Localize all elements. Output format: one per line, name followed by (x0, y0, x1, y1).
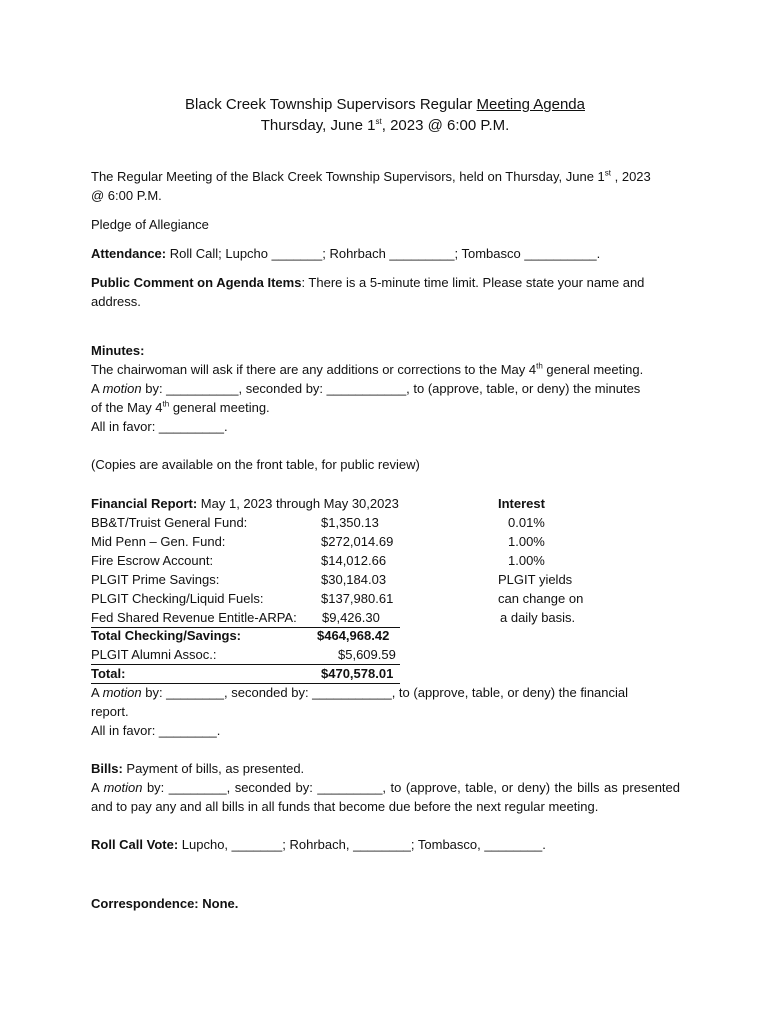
pledge-of-allegiance: Pledge of Allegiance (91, 217, 209, 232)
financial-row-amount: $272,014.69 (321, 534, 394, 549)
financial-motion: A motion by: ________, seconded by: ___________, to (approve, table, or deny) the financial (91, 685, 629, 700)
financial-row-interest: PLGIT yields (498, 572, 573, 587)
meeting-date: Thursday, June 1st, 2023 @ 6:00 P.M. (260, 117, 510, 134)
minutes-motion: A motion by: __________, seconded by: ___________, to (approve, table, or deny) the minutes (91, 381, 641, 396)
bills-heading: Bills: Payment of bills, as presented. (91, 761, 305, 776)
total-checking-savings-amount: $464,968.42 (317, 628, 390, 643)
total-amount: $470,578.01 (321, 666, 394, 681)
intro-line-1: The Regular Meeting of the Black Creek Township Supervisors, held on Thursday, June 1st , 2023 (91, 168, 651, 184)
financial-motion-cont: report. (91, 704, 129, 719)
financial-row-interest: 1.00% (508, 553, 545, 568)
financial-row-name: Fire Escrow Account: (91, 553, 214, 568)
total-row: Total: (91, 664, 400, 684)
total-checking-savings-label: Total Checking/Savings: (91, 628, 242, 643)
financial-row-name: BB&T/Truist General Fund: (91, 515, 248, 530)
minutes-copies-note: (Copies are available on the front table, for public review) (91, 457, 420, 472)
financial-row-interest: can change on (498, 591, 584, 606)
financial-report-heading: Financial Report: May 1, 2023 through May 30,2023 (91, 496, 399, 511)
financial-row-amount: $14,012.66 (321, 553, 387, 568)
financial-all-in-favor: All in favor: ________. (91, 723, 221, 738)
financial-row-interest: a daily basis. (500, 610, 576, 625)
financial-row-interest: 1.00% (508, 534, 545, 549)
bills-motion: A motion by: ________, seconded by: _________, to (approve, table, or deny) the bills as presented and to pay any and all bills in all funds that become due before the next regular meeting. (91, 780, 680, 814)
attendance: Attendance: Roll Call; Lupcho _______; Rohrbach _________; Tombasco __________. (91, 246, 601, 261)
financial-row-name: Fed Shared Revenue Entitle-ARPA: (91, 608, 400, 628)
alumni-row: PLGIT Alumni Assoc.: (91, 645, 400, 665)
financial-row-amount: $137,980.61 (321, 591, 394, 606)
correspondence: Correspondence: None. (91, 896, 239, 911)
minutes-line-3: of the May 4th general meeting. (91, 399, 270, 415)
financial-row-name: Mid Penn – Gen. Fund: (91, 534, 226, 549)
financial-row-amount: $30,184.03 (321, 572, 387, 587)
page-title: Black Creek Township Supervisors Regular Meeting Agenda (185, 96, 585, 113)
financial-row-amount: $1,350.13 (321, 515, 379, 530)
financial-row-name: PLGIT Checking/Liquid Fuels: (91, 591, 264, 606)
intro-line-2: @ 6:00 P.M. (91, 188, 162, 203)
public-comment: Public Comment on Agenda Items: There is a 5-minute time limit. Please state your name and address. (91, 275, 645, 309)
minutes-heading: Minutes: (91, 343, 145, 358)
interest-header: Interest (498, 496, 545, 511)
financial-row-name: PLGIT Prime Savings: (91, 572, 220, 587)
financial-row-interest: 0.01% (508, 515, 545, 530)
minutes-line-1: The chairwoman will ask if there are any additions or corrections to the May 4th general meeting. (91, 361, 644, 377)
alumni-amount: $5,609.59 (338, 647, 396, 662)
minutes-all-in-favor: All in favor: _________. (91, 419, 228, 434)
roll-call-vote: Roll Call Vote: Lupcho, _______; Rohrbach, ________; Tombasco, ________. (91, 837, 546, 852)
financial-row-amount: $9,426.30 (322, 610, 380, 625)
